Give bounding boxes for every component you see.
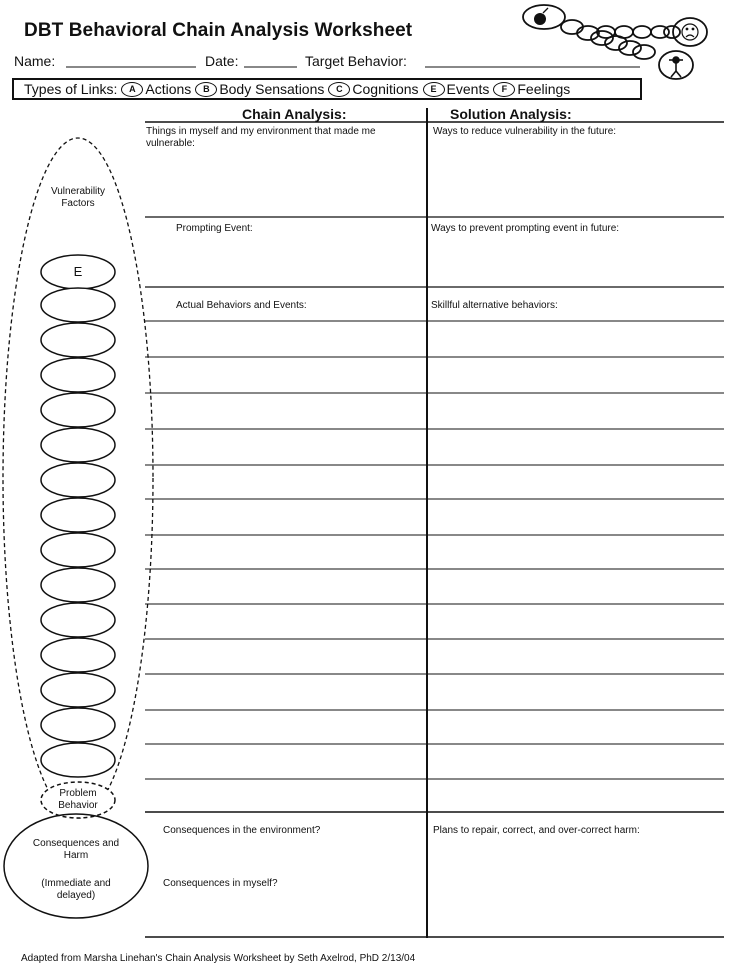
vulnerability-factors-label: Vulnerability Factors	[50, 186, 106, 209]
footer-credit: Adapted from Marsha Linehan's Chain Analysis Worksheet by Seth Axelrod, PhD 2/13/04	[21, 953, 416, 964]
prompting-event-prompt: Prompting Event:	[176, 223, 253, 234]
link-c-label: Cognitions	[352, 81, 419, 97]
consequences-circle	[4, 814, 148, 918]
chain-links	[41, 255, 115, 777]
link-a-icon: A	[121, 82, 143, 97]
chain-illustration	[523, 5, 707, 79]
link-e-icon: E	[423, 82, 445, 97]
person-icon	[669, 57, 683, 77]
vulnerability-prompt: Things in myself and my environment that made me vulnerable:	[146, 126, 376, 149]
behaviors-prompt: Actual Behaviors and Events:	[176, 300, 307, 311]
prevent-event-prompt: Ways to prevent prompting event in future:	[431, 223, 620, 234]
chain-analysis-heading: Chain Analysis:	[242, 106, 347, 122]
date-label: Date:	[205, 53, 239, 69]
target-behavior-label: Target Behavior:	[305, 53, 407, 69]
repair-harm-prompt: Plans to repair, correct, and over-correct harm:	[433, 825, 640, 836]
link-a-label: Actions	[145, 81, 192, 97]
reduce-vulnerability-prompt: Ways to reduce vulnerability in the future:	[433, 126, 617, 137]
sad-face-icon	[682, 24, 698, 40]
worksheet-title: DBT Behavioral Chain Analysis Worksheet	[24, 20, 413, 41]
link-c-icon: C	[328, 82, 350, 97]
writing-lines	[145, 321, 724, 779]
consequences-harm-label: Consequences and Harm	[32, 838, 120, 861]
bomb-icon	[534, 8, 548, 25]
link-f-label: Feelings	[517, 81, 571, 97]
first-link-label: E	[73, 264, 83, 279]
skillful-behaviors-prompt: Skillful alternative behaviors:	[431, 300, 558, 311]
link-f-icon: F	[493, 82, 515, 97]
link-e-label: Events	[446, 81, 490, 97]
consequences-note-label: (Immediate and delayed)	[41, 878, 111, 901]
link-b-icon: B	[195, 82, 217, 97]
link-types-label: Types of Links:	[24, 81, 118, 97]
consequences-environment-prompt: Consequences in the environment?	[163, 825, 321, 836]
name-label: Name:	[14, 53, 56, 69]
solution-analysis-heading: Solution Analysis:	[450, 106, 572, 122]
problem-behavior-label: Problem Behavior	[58, 788, 98, 811]
link-b-label: Body Sensations	[219, 81, 325, 97]
consequences-self-prompt: Consequences in myself?	[163, 878, 278, 889]
